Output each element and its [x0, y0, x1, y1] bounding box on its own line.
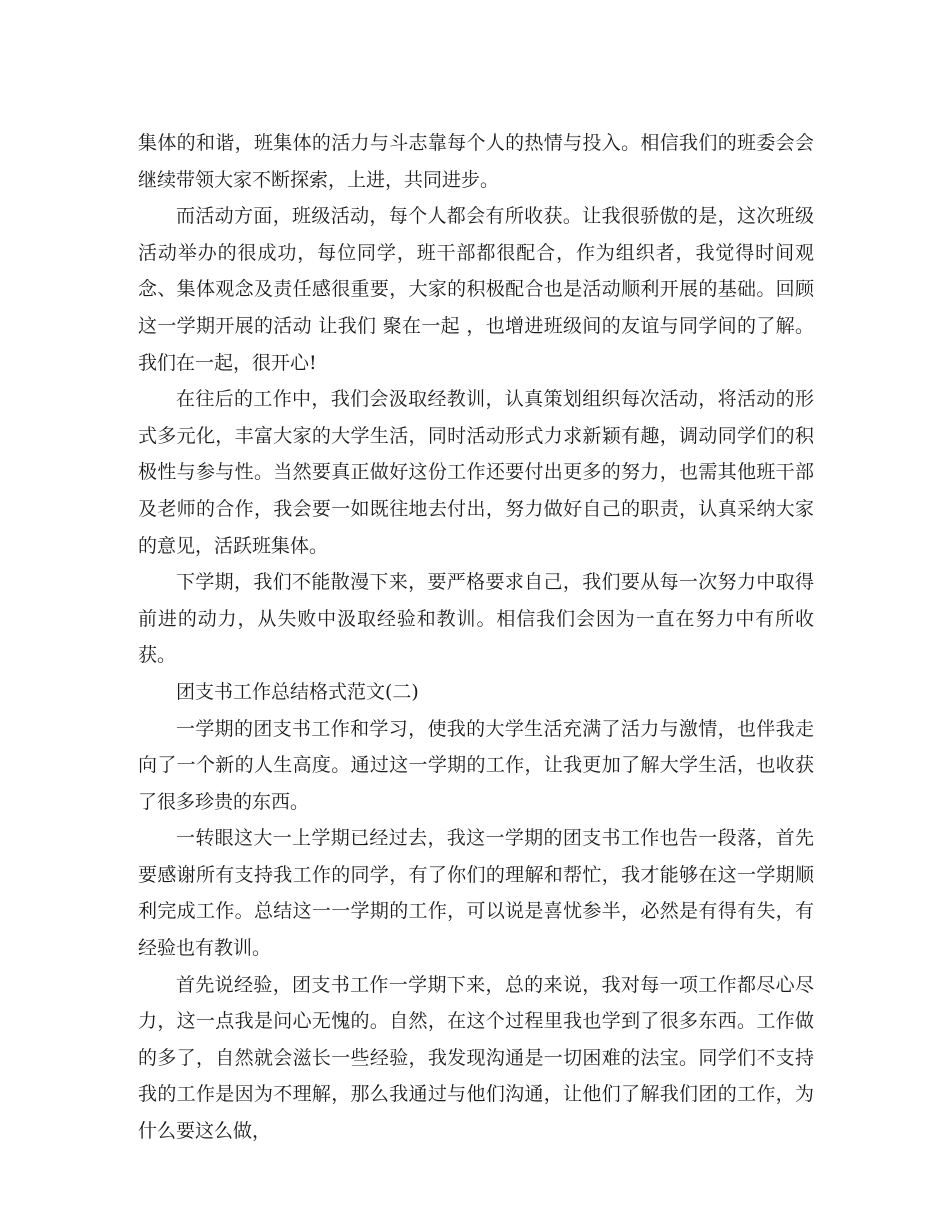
- paragraph-1: 集体的和谐，班集体的活力与斗志靠每个人的热情与投入。相信我们的班委会会继续带领大家不断探索，上进，共同进步。: [138, 132, 814, 191]
- paragraph-5: 一学期的团支书工作和学习，使我的大学生活充满了活力与激情，也伴我走向了一个新的人生高度。通过这一学期的工作，让我更加了解大学生活，也收获了很多珍贵的东西。: [138, 717, 814, 813]
- paragraph-7: 首先说经验，团支书工作一学期下来，总的来说，我对每一项工作都尽心尽力，这一点我是问心无愧的。自然，在这个过程里我也学到了很多东西。工作做的多了，自然就会滋长一些经验，我发现沟通是一切困难的法宝。同学们不支持我的工作是因为不理解，那么我通过与他们沟通，让他们了解我们团的工作，为什么要这么做，: [138, 973, 814, 1143]
- paragraph-3: 在往后的工作中，我们会汲取经教训，认真策划组织每次活动，将活动的形式多元化，丰富大家的大学生活，同时活动形式力求新颖有趣，调动同学们的积极性与参与性。当然要真正做好这份工作还要付出更多的努力，也需其他班干部及老师的合作，我会要一如既往地去付出，努力做好自己的职责，认真采纳大家的意见，活跃班集体。: [138, 388, 814, 557]
- document-body: [138, 125, 814, 1150]
- paragraph-4: 下学期，我们不能散漫下来，要严格要求自己，我们要从每一次努力中取得前进的动力，从失败中汲取经验和教训。相信我们会因为一直在努力中有所收获。: [138, 571, 814, 667]
- paragraph-6: 一转眼这大一上学期已经过去，我这一学期的团支书工作也告一段落，首先要感谢所有支持我工作的同学，有了你们的理解和帮忙，我才能够在这一学期顺利完成工作。总结这一一学期的工作，可以说是喜忧参半，必然是有得有失，有经验也有教训。: [138, 827, 814, 960]
- section-heading: 团支书工作总结格式范文(二): [176, 680, 419, 703]
- paragraph-2: 而活动方面，班级活动，每个人都会有所收获。让我很骄傲的是，这次班级活动举办的很成功，每位同学，班干部都很配合，作为组织者，我觉得时间观念、集体观念及责任感很重要，大家的积极配合也是活动顺利开展的基础。回顾这一学期开展的活动 让我们 聚在一起 ，也增进班级间的友谊与同学间的了解。我们在一起，很开心!: [138, 205, 814, 374]
